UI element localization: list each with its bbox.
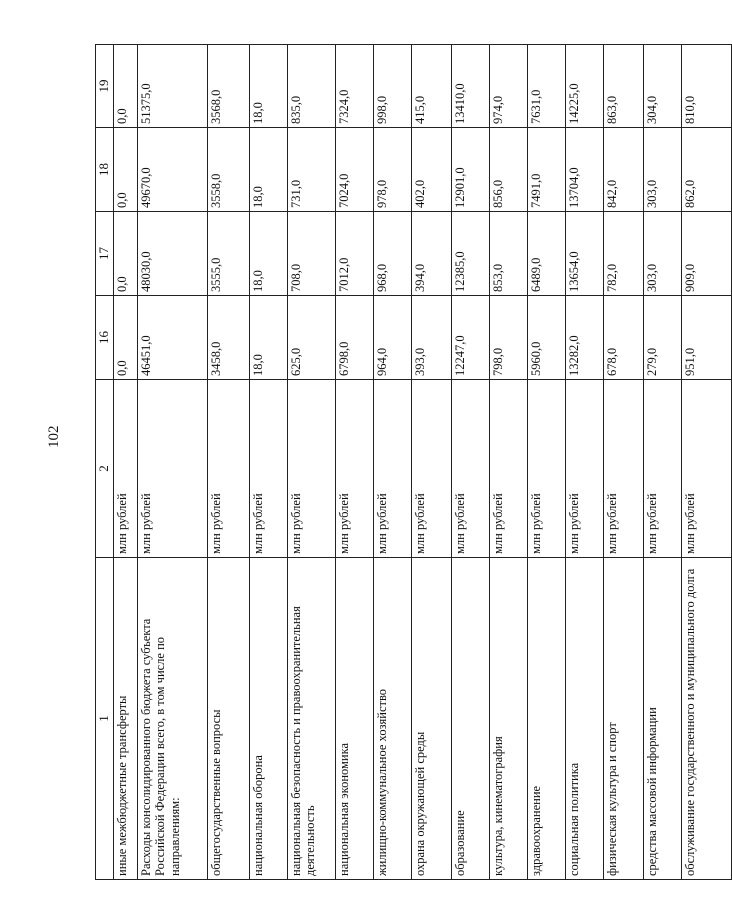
row-label: общегосударственные вопросы <box>207 558 249 880</box>
value-cell: 0,0 <box>113 128 137 212</box>
value-cell: 402,0 <box>411 128 451 212</box>
value-cell: 12247,0 <box>451 296 489 380</box>
row-label: социальная политика <box>565 558 603 880</box>
table-row <box>527 45 565 880</box>
value-cell: 18,0 <box>249 296 287 380</box>
value-cell: 5960,0 <box>527 296 565 380</box>
value-cell: 3555,0 <box>207 212 249 296</box>
value-cell: 6489,0 <box>527 212 565 296</box>
value-cell: 0,0 <box>113 212 137 296</box>
row-unit: млн рублей <box>249 380 287 558</box>
row-label: национальная оборона <box>249 558 287 880</box>
value-cell: 951,0 <box>681 296 731 380</box>
value-cell: 13654,0 <box>565 212 603 296</box>
row-unit: млн рублей <box>113 380 137 558</box>
row-unit: млн рублей <box>643 380 681 558</box>
row-label: жилищно-коммунальное хозяйство <box>373 558 411 880</box>
table-row <box>603 45 643 880</box>
value-cell: 7324,0 <box>335 45 373 128</box>
table-row <box>411 45 451 880</box>
value-cell: 48030,0 <box>137 212 207 296</box>
value-cell: 842,0 <box>603 128 643 212</box>
value-cell: 7024,0 <box>335 128 373 212</box>
value-cell: 7631,0 <box>527 45 565 128</box>
value-cell: 14225,0 <box>565 45 603 128</box>
row-label: здравоохранение <box>527 558 565 880</box>
table-row <box>335 45 373 880</box>
value-cell: 863,0 <box>603 45 643 128</box>
value-cell: 303,0 <box>643 212 681 296</box>
row-label: национальная безопасность и правоохранительная деятельность <box>287 558 335 880</box>
value-cell: 0,0 <box>113 45 137 128</box>
value-cell: 18,0 <box>249 45 287 128</box>
value-cell: 415,0 <box>411 45 451 128</box>
column-header: 19 <box>96 45 114 128</box>
column-header: 17 <box>96 212 114 296</box>
value-cell: 853,0 <box>489 212 527 296</box>
value-cell: 51375,0 <box>137 45 207 128</box>
row-label: Расходы консолидированного бюджета субъекта Российской Федерации всего, в том числе по направлениям: <box>137 558 207 880</box>
rotated-table-container <box>95 45 732 880</box>
value-cell: 6798,0 <box>335 296 373 380</box>
value-cell: 394,0 <box>411 212 451 296</box>
row-unit: млн рублей <box>451 380 489 558</box>
table-row <box>681 45 731 880</box>
value-cell: 13704,0 <box>565 128 603 212</box>
value-cell: 304,0 <box>643 45 681 128</box>
value-cell: 12385,0 <box>451 212 489 296</box>
table-row <box>451 45 489 880</box>
value-cell: 49670,0 <box>137 128 207 212</box>
table-row <box>113 45 137 880</box>
value-cell: 13282,0 <box>565 296 603 380</box>
table-row <box>249 45 287 880</box>
row-label: охрана окружающей среды <box>411 558 451 880</box>
table-row <box>287 45 335 880</box>
table-row <box>137 45 207 880</box>
table-header-row <box>96 45 114 880</box>
row-label: обслуживание государственного и муниципального долга <box>681 558 731 880</box>
value-cell: 3558,0 <box>207 128 249 212</box>
value-cell: 978,0 <box>373 128 411 212</box>
row-label: средства массовой информации <box>643 558 681 880</box>
value-cell: 18,0 <box>249 128 287 212</box>
value-cell: 12901,0 <box>451 128 489 212</box>
value-cell: 3568,0 <box>207 45 249 128</box>
value-cell: 678,0 <box>603 296 643 380</box>
row-unit: млн рублей <box>527 380 565 558</box>
row-label: национальная экономика <box>335 558 373 880</box>
page-number: 102 <box>46 425 62 448</box>
value-cell: 7012,0 <box>335 212 373 296</box>
column-header: 18 <box>96 128 114 212</box>
row-unit: млн рублей <box>137 380 207 558</box>
value-cell: 964,0 <box>373 296 411 380</box>
row-unit: млн рублей <box>681 380 731 558</box>
row-unit: млн рублей <box>373 380 411 558</box>
value-cell: 835,0 <box>287 45 335 128</box>
value-cell: 625,0 <box>287 296 335 380</box>
value-cell: 731,0 <box>287 128 335 212</box>
value-cell: 798,0 <box>489 296 527 380</box>
row-unit: млн рублей <box>411 380 451 558</box>
value-cell: 3458,0 <box>207 296 249 380</box>
row-unit: млн рублей <box>603 380 643 558</box>
row-label: иные межбюджетные трансферты <box>113 558 137 880</box>
column-header: 16 <box>96 296 114 380</box>
row-label: образование <box>451 558 489 880</box>
value-cell: 708,0 <box>287 212 335 296</box>
value-cell: 13410,0 <box>451 45 489 128</box>
row-unit: млн рублей <box>207 380 249 558</box>
table-row <box>565 45 603 880</box>
value-cell: 909,0 <box>681 212 731 296</box>
row-unit: млн рублей <box>335 380 373 558</box>
value-cell: 974,0 <box>489 45 527 128</box>
value-cell: 998,0 <box>373 45 411 128</box>
value-cell: 7491,0 <box>527 128 565 212</box>
column-header: 2 <box>96 380 114 558</box>
value-cell: 862,0 <box>681 128 731 212</box>
table-row <box>489 45 527 880</box>
budget-table <box>95 44 732 880</box>
value-cell: 810,0 <box>681 45 731 128</box>
row-unit: млн рублей <box>565 380 603 558</box>
table-row <box>207 45 249 880</box>
value-cell: 393,0 <box>411 296 451 380</box>
row-unit: млн рублей <box>287 380 335 558</box>
table-row <box>373 45 411 880</box>
value-cell: 46451,0 <box>137 296 207 380</box>
row-unit: млн рублей <box>489 380 527 558</box>
value-cell: 303,0 <box>643 128 681 212</box>
value-cell: 279,0 <box>643 296 681 380</box>
row-label: физическая культура и спорт <box>603 558 643 880</box>
table-row <box>643 45 681 880</box>
value-cell: 968,0 <box>373 212 411 296</box>
value-cell: 856,0 <box>489 128 527 212</box>
value-cell: 18,0 <box>249 212 287 296</box>
value-cell: 0,0 <box>113 296 137 380</box>
column-header: 1 <box>96 558 114 880</box>
value-cell: 782,0 <box>603 212 643 296</box>
row-label: культура, кинематография <box>489 558 527 880</box>
